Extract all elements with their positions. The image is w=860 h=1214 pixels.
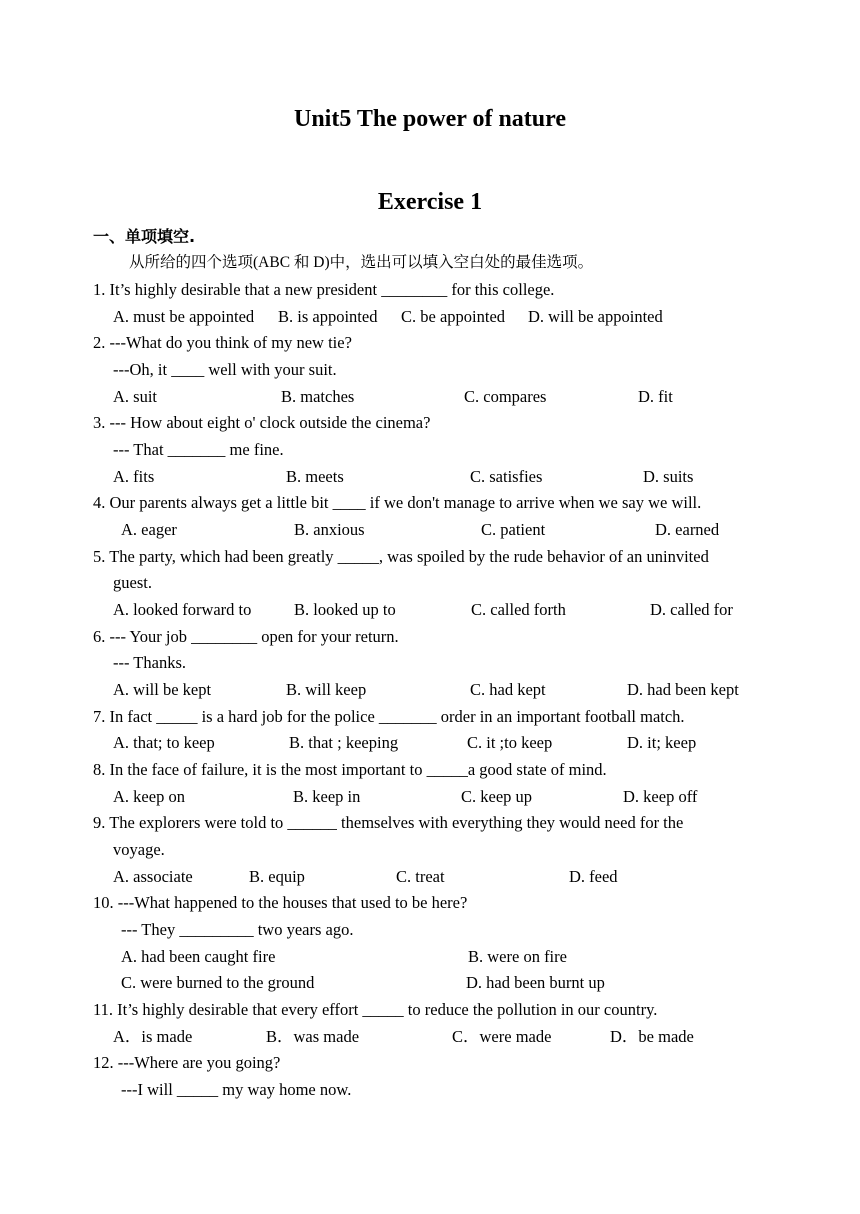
answer-option: D. it; keep	[627, 733, 697, 752]
answer-option: C. had kept	[470, 680, 546, 699]
answer-option: C. it ;to keep	[467, 733, 553, 752]
question-stem: 2. ---What do you think of my new tie?	[93, 333, 352, 352]
question-stem-continuation: --- That _______ me fine.	[113, 440, 284, 459]
question-stem: 6. --- Your job ________ open for your return.	[93, 627, 399, 646]
question-stem: 7. In fact _____ is a hard job for the police _______ order in an important football match.	[93, 707, 685, 726]
answer-option: C. be appointed	[401, 307, 506, 326]
answer-option: D. had been burnt up	[466, 973, 605, 992]
answer-option: A. had been caught fire	[121, 947, 276, 966]
question-stem: 9. The explorers were told to ______ themselves with everything they would need for the	[93, 813, 684, 832]
answer-option: D. feed	[569, 867, 618, 886]
question-stem-continuation: ---I will _____ my way home now.	[121, 1080, 352, 1099]
answer-option: A. suit	[113, 387, 158, 406]
answer-option: C. called forth	[471, 600, 566, 619]
question-stem: 4. Our parents always get a little bit ____ if we don't manage to arrive when we say we will.	[93, 493, 702, 512]
question-stem-continuation: ---Oh, it ____ well with your suit.	[113, 360, 337, 379]
answer-option: A. associate	[113, 867, 193, 886]
answer-option: D．be made	[610, 1027, 694, 1046]
section-heading: 一、单项填空.	[93, 227, 196, 246]
question-stem-continuation: voyage.	[113, 840, 165, 859]
answer-option: D. fit	[638, 387, 673, 406]
question-stem-continuation: --- Thanks.	[113, 653, 187, 672]
answer-option: B. looked up to	[294, 600, 396, 619]
answer-option: D. earned	[655, 520, 720, 539]
question-stem: 3. --- How about eight o' clock outside the cinema?	[93, 413, 431, 432]
answer-option: B. were on fire	[468, 947, 567, 966]
answer-option: B. will keep	[286, 680, 367, 699]
question-stem-continuation: --- They _________ two years ago.	[121, 920, 354, 939]
answer-option: B. matches	[281, 387, 355, 406]
answer-option: D. had been kept	[627, 680, 739, 699]
answer-option: A. keep on	[113, 787, 185, 806]
answer-option: B. equip	[249, 867, 305, 886]
answer-option: C．were made	[452, 1027, 552, 1046]
answer-option: A．is made	[113, 1027, 193, 1046]
answer-option: C. treat	[396, 867, 445, 886]
question-stem: 10. ---What happened to the houses that used to be here?	[93, 893, 468, 912]
answer-option: C. patient	[481, 520, 546, 539]
answer-option: B. keep in	[293, 787, 361, 806]
answer-option: A. that; to keep	[113, 733, 215, 752]
answer-option: D. suits	[643, 467, 694, 486]
document-title: Unit5 The power of nature	[293, 106, 566, 132]
answer-option: D. called for	[650, 600, 733, 619]
answer-option: D. keep off	[623, 787, 698, 806]
question-stem: 12. ---Where are you going?	[93, 1053, 281, 1072]
instruction-text: 从所给的四个选项(ABC 和 D)中，选出可以填入空白处的最佳选项。	[129, 254, 594, 271]
answer-option: C. were burned to the ground	[121, 973, 315, 992]
answer-option: B. anxious	[294, 520, 365, 539]
answer-option: C. compares	[464, 387, 547, 406]
answer-option: A. looked forward to	[113, 600, 252, 619]
answer-option: A. fits	[113, 467, 155, 486]
question-stem: 11. It’s highly desirable that every effort _____ to reduce the pollution in our country.	[93, 1000, 658, 1019]
answer-option: A. will be kept	[113, 680, 212, 699]
question-stem: 8. In the face of failure, it is the most important to _____a good state of mind.	[93, 760, 607, 779]
answer-option: B. meets	[286, 467, 344, 486]
answer-option: A. eager	[121, 520, 177, 539]
answer-option: B. that ; keeping	[289, 733, 399, 752]
answer-option: A. must be appointed	[113, 307, 255, 326]
answer-option: B．was made	[266, 1027, 360, 1046]
question-stem: 5. The party, which had been greatly _____, was spoiled by the rude behavior of an uninvited	[93, 547, 709, 566]
answer-option: C. keep up	[461, 787, 533, 806]
answer-option: D. will be appointed	[528, 307, 663, 326]
question-stem: 1. It’s highly desirable that a new president ________ for this college.	[93, 280, 555, 299]
answer-option: B. is appointed	[278, 307, 378, 326]
answer-option: C. satisfies	[470, 467, 543, 486]
exercise-heading: Exercise 1	[377, 189, 483, 215]
question-stem-continuation: guest.	[113, 573, 152, 592]
